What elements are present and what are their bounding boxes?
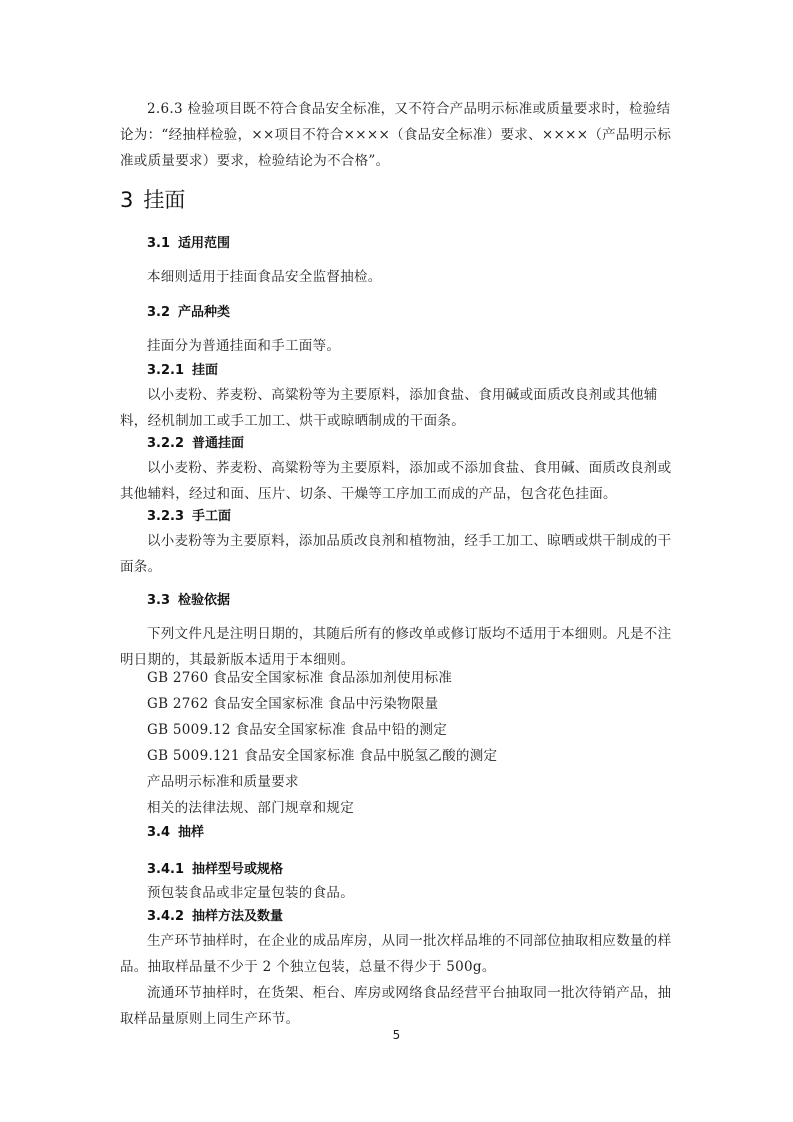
section-number: 3.4.1 bbox=[147, 862, 185, 877]
section-title: 抽样 bbox=[178, 825, 205, 840]
section-title: 普通挂面 bbox=[192, 436, 245, 451]
section-number: 3.2.2 bbox=[147, 436, 185, 451]
paragraph-3-2-3: 以小麦粉等为主要原料，添加品质改良剂和植物油，经手工加工、晾晒或烘干制成的干面条。 bbox=[120, 533, 672, 575]
page-number: 5 bbox=[392, 1028, 401, 1042]
section-3-4-heading bbox=[120, 823, 707, 843]
section-title: 抽样型号或规格 bbox=[192, 862, 284, 877]
paragraph-3-4-1: 预包装食品或非定量包装的食品。 bbox=[147, 885, 354, 901]
section-3-2-heading bbox=[120, 303, 707, 323]
list-item: GB 2760 食品安全国家标准 食品添加剂使用标准 bbox=[147, 670, 453, 686]
paragraph-3-2-1: 以小麦粉、荞麦粉、高粱粉等为主要原料，添加食盐、食用碱或面质改良剂或其他辅料，经机制加工或手工加工、烘干或晾晒制成的干面条。 bbox=[120, 387, 658, 429]
section-3-2-2-heading bbox=[120, 434, 707, 454]
paragraph-3-2-2: 以小麦粉、荞麦粉、高粱粉等为主要原料，添加或不添加食盐、食用碱、面质改良剂或其他辅料，经过和面、压片、切条、干燥等工序加工而成的产品，包含花色挂面。 bbox=[120, 460, 672, 502]
section-number: 3.2.3 bbox=[147, 509, 185, 524]
section-title: 适用范围 bbox=[178, 236, 231, 251]
paragraph-3-1: 本细则适用于挂面食品安全监督抽检。 bbox=[147, 269, 382, 285]
list-item: GB 5009.12 食品安全国家标准 食品中铅的测定 bbox=[147, 722, 448, 738]
section-3-heading bbox=[120, 186, 680, 214]
section-3-1-heading bbox=[120, 234, 707, 254]
list-item: GB 2762 食品安全国家标准 食品中污染物限量 bbox=[147, 696, 439, 712]
section-number: 3.4 bbox=[147, 825, 171, 840]
list-item: 相关的法律法规、部门规章和规定 bbox=[147, 800, 354, 816]
section-title: 检验依据 bbox=[178, 593, 231, 608]
section-title: 产品种类 bbox=[178, 305, 231, 320]
section-title: 抽样方法及数量 bbox=[192, 909, 284, 924]
section-number: 3 bbox=[120, 188, 134, 212]
section-3-2-3-heading bbox=[120, 507, 707, 527]
paragraph-3-4-2-a: 生产环节抽样时，在企业的成品库房，从同一批次样品堆的不同部位抽取相应数量的样品。抽取样品量不少于 2 个独立包装，总量不得少于 500g。 bbox=[120, 933, 672, 975]
section-3-3-heading bbox=[120, 591, 707, 611]
section-title: 挂面 bbox=[192, 363, 219, 378]
section-number: 3.1 bbox=[147, 236, 171, 251]
paragraph-3-4-2-b: 流通环节抽样时，在货架、柜台、库房或网络食品经营平台抽取同一批次待销产品，抽取样品量原则上同生产环节。 bbox=[120, 985, 672, 1027]
section-3-4-1-heading bbox=[120, 860, 707, 880]
section-title: 挂面 bbox=[143, 188, 186, 212]
section-number: 3.2.1 bbox=[147, 363, 185, 378]
section-title: 手工面 bbox=[192, 509, 232, 524]
section-3-4-2-heading bbox=[120, 907, 707, 927]
list-item: 产品明示标准和质量要求 bbox=[147, 774, 299, 790]
section-number: 3.3 bbox=[147, 593, 171, 608]
paragraph-3-3: 下列文件凡是注明日期的，其随后所有的修改单或修订版均不适用于本细则。凡是不注明日期的，其最新版本适用于本细则。 bbox=[120, 626, 672, 668]
paragraph-2-6-3: 2.6.3 检验项目既不符合食品安全标准，又不符合产品明示标准或质量要求时，检验结论为：“经抽样检验，××项目不符合××××（食品安全标准）要求、××××（产品明示标准或质量要求）要求，检验结论为不合格”。 bbox=[120, 101, 672, 169]
section-number: 3.2 bbox=[147, 305, 171, 320]
section-number: 3.4.2 bbox=[147, 909, 185, 924]
list-item: GB 5009.121 食品安全国家标准 食品中脱氢乙酸的测定 bbox=[147, 748, 498, 764]
section-3-2-1-heading bbox=[120, 361, 707, 381]
paragraph-3-2: 挂面分为普通挂面和手工面等。 bbox=[147, 338, 341, 354]
standards-list bbox=[120, 665, 680, 821]
